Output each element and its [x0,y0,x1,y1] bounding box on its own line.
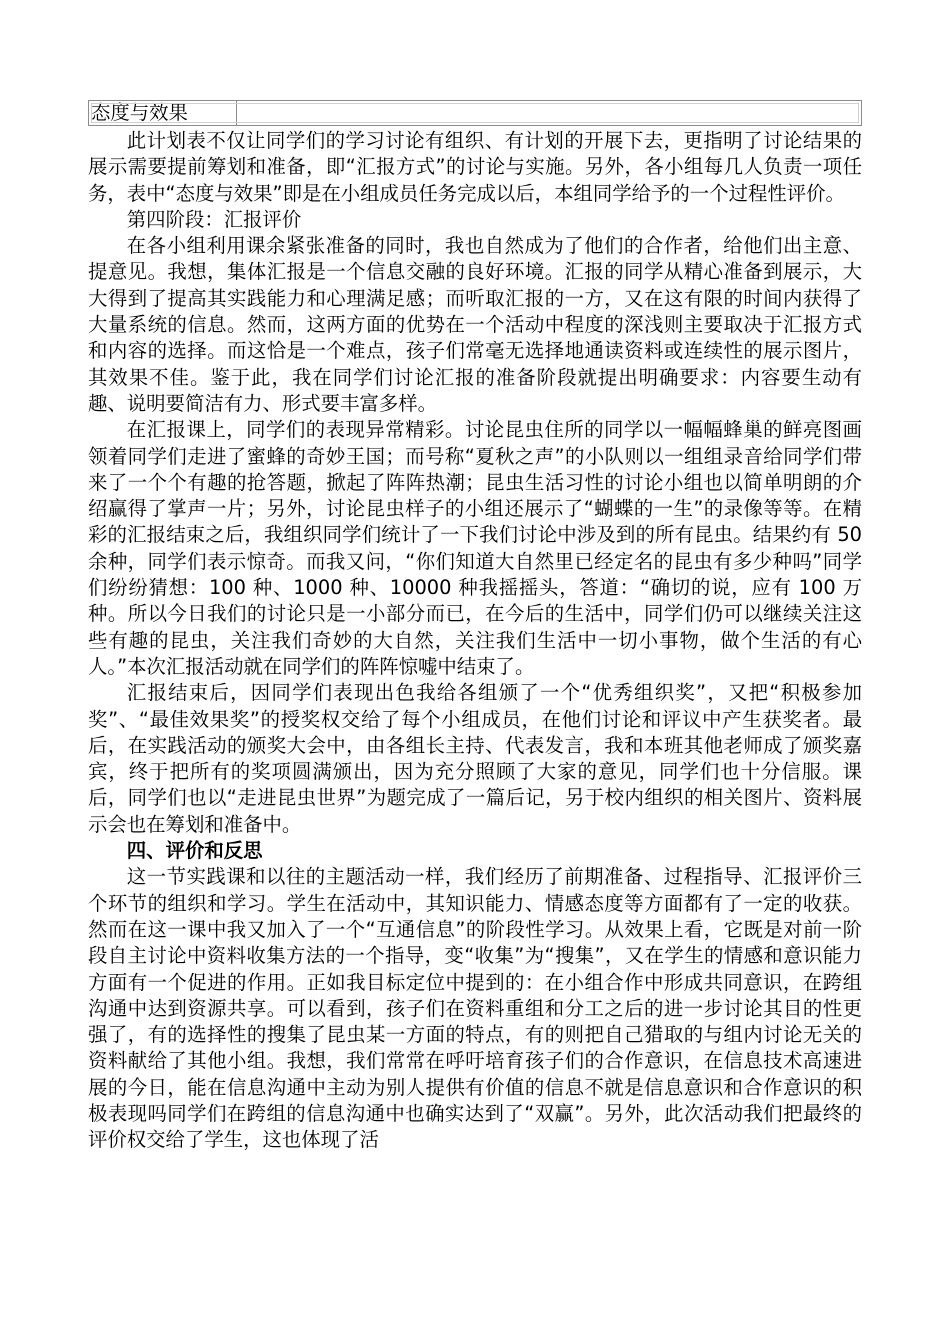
table-cell-empty [237,101,861,125]
paragraph-plan-table: 此计划表不仅让同学们的学习讨论有组织、有计划的开展下去，更指明了讨论结果的展示需要提前筹划和准备，即“汇报方式”的讨论与实施。另外，各小组每几人负责一项任务，表中“态度与效果”即是在小组成员任务完成以后，本组同学给予的一个过程性评价。 [88,129,862,205]
paragraph-preparation: 在各小组利用课余紧张准备的同时，我也自然成为了他们的合作者，给他们出主意、提意见。我想，集体汇报是一个信息交融的良好环境。汇报的同学从精心准备到展示，大大得到了提高其实践能力和心理满足感；而听取汇报的一方，又在这有限的时间内获得了大量系统的信息。然而，这两方面的优势在一个活动中程度的深浅则主要取决于汇报方式和内容的选择。而这恰是一个难点，孩子们常毫无选择地通读资料或连续性的展示图片，其效果不佳。鉴于此，我在同学们讨论汇报的准备阶段就提出明确要求：内容要生动有趣、说明要简洁有力、形式要丰富多样。 [88,234,862,415]
table-cell-attitude-effect: 态度与效果 [89,101,237,125]
paragraph-report-class: 在汇报课上，同学们的表现异常精彩。讨论昆虫住所的同学以一幅幅蜂巢的鲜亮图画领着同学们走进了蜜蜂的奇妙王国；而号称“夏秋之声”的小队则以一组组录音给同学们带来了一个个有趣的抢答题，掀起了阵阵热潮；昆虫生活习性的讨论小组也以简单明朗的介绍赢得了掌声一片；另外，讨论昆虫样子的小组还展示了“蝴蝶的一生”的录像等等。在精彩的汇报结束之后，我组织同学们统计了一下我们讨论中涉及到的所有昆虫。结果约有 50 余种，同学们表示惊奇。而我又问，“你们知道大自然里已经定名的昆虫有多少种吗”同学们纷纷猜想：100 种、1000 种、10000 种我摇摇头，答道：“确切的说，应有 100 万种。所以今日我们的讨论只是一小部分而已，在今后的生活中，同学们仍可以继续关注这些有趣的昆虫，关注我们奇妙的大自然，关注我们生活中一切小事物，做个生活的有心人。”本次汇报活动就在同学们的阵阵惊嘘中结束了。 [88,418,862,678]
document-page [88,100,862,1154]
paragraph-awards: 汇报结束后，因同学们表现出色我给各组颁了一个“优秀组织奖”，又把“积极参加奖”、“最佳效果奖”的授奖权交给了每个小组成员，在他们讨论和评议中产生获奖者。最后，在实践活动的颁奖大会中，由各组长主持、代表发言，我和本班其他老师成了颁奖嘉宾，终于把所有的奖项圆满颁出，因为充分照顾了大家的意见，同学们也十分信服。课后，同学们也以“走进昆虫世界”为题完成了一篇后记，另于校内组织的相关图片、资料展示会也在筹划和准备中。 [88,681,862,836]
paragraph-reflection: 这一节实践课和以往的主题活动一样，我们经历了前期准备、过程指导、汇报评价三个环节的组织和学习。学生在活动中，其知识能力、情感态度等方面都有了一定的收获。然而在这一课中我又加入了一个“互通信息”的阶段性学习。从效果上看，它既是对前一阶段自主讨论中资料收集方法的一个指导，变“收集”为“搜集”，又在学生的情感和意识能力方面有一个促进的作用。正如我目标定位中提到的：在小组合作中形成共同意识，在跨组沟通中达到资源共享。可以看到，孩子们在资料重组和分工之后的进一步讨论其目的性更强了，有的选择性的搜集了昆虫某一方面的特点，有的则把自己猎取的与组内讨论无关的资料献给了其他小组。我想，我们常常在呼吁培育孩子们的合作意识，在信息技术高速进展的今日，能在信息沟通中主动为别人提供有价值的信息不就是信息意识和合作意识的积极表现吗同学们在跨组的信息沟通中也确实达到了“双赢”。另外，此次活动我们把最终的评价权交给了学生，这也体现了活 [88,865,862,1152]
section-heading-stage-four: 第四阶段：汇报评价 [126,207,302,231]
evaluation-table-row [88,100,862,126]
section-heading-evaluation: 四、评价和反思 [126,839,263,863]
